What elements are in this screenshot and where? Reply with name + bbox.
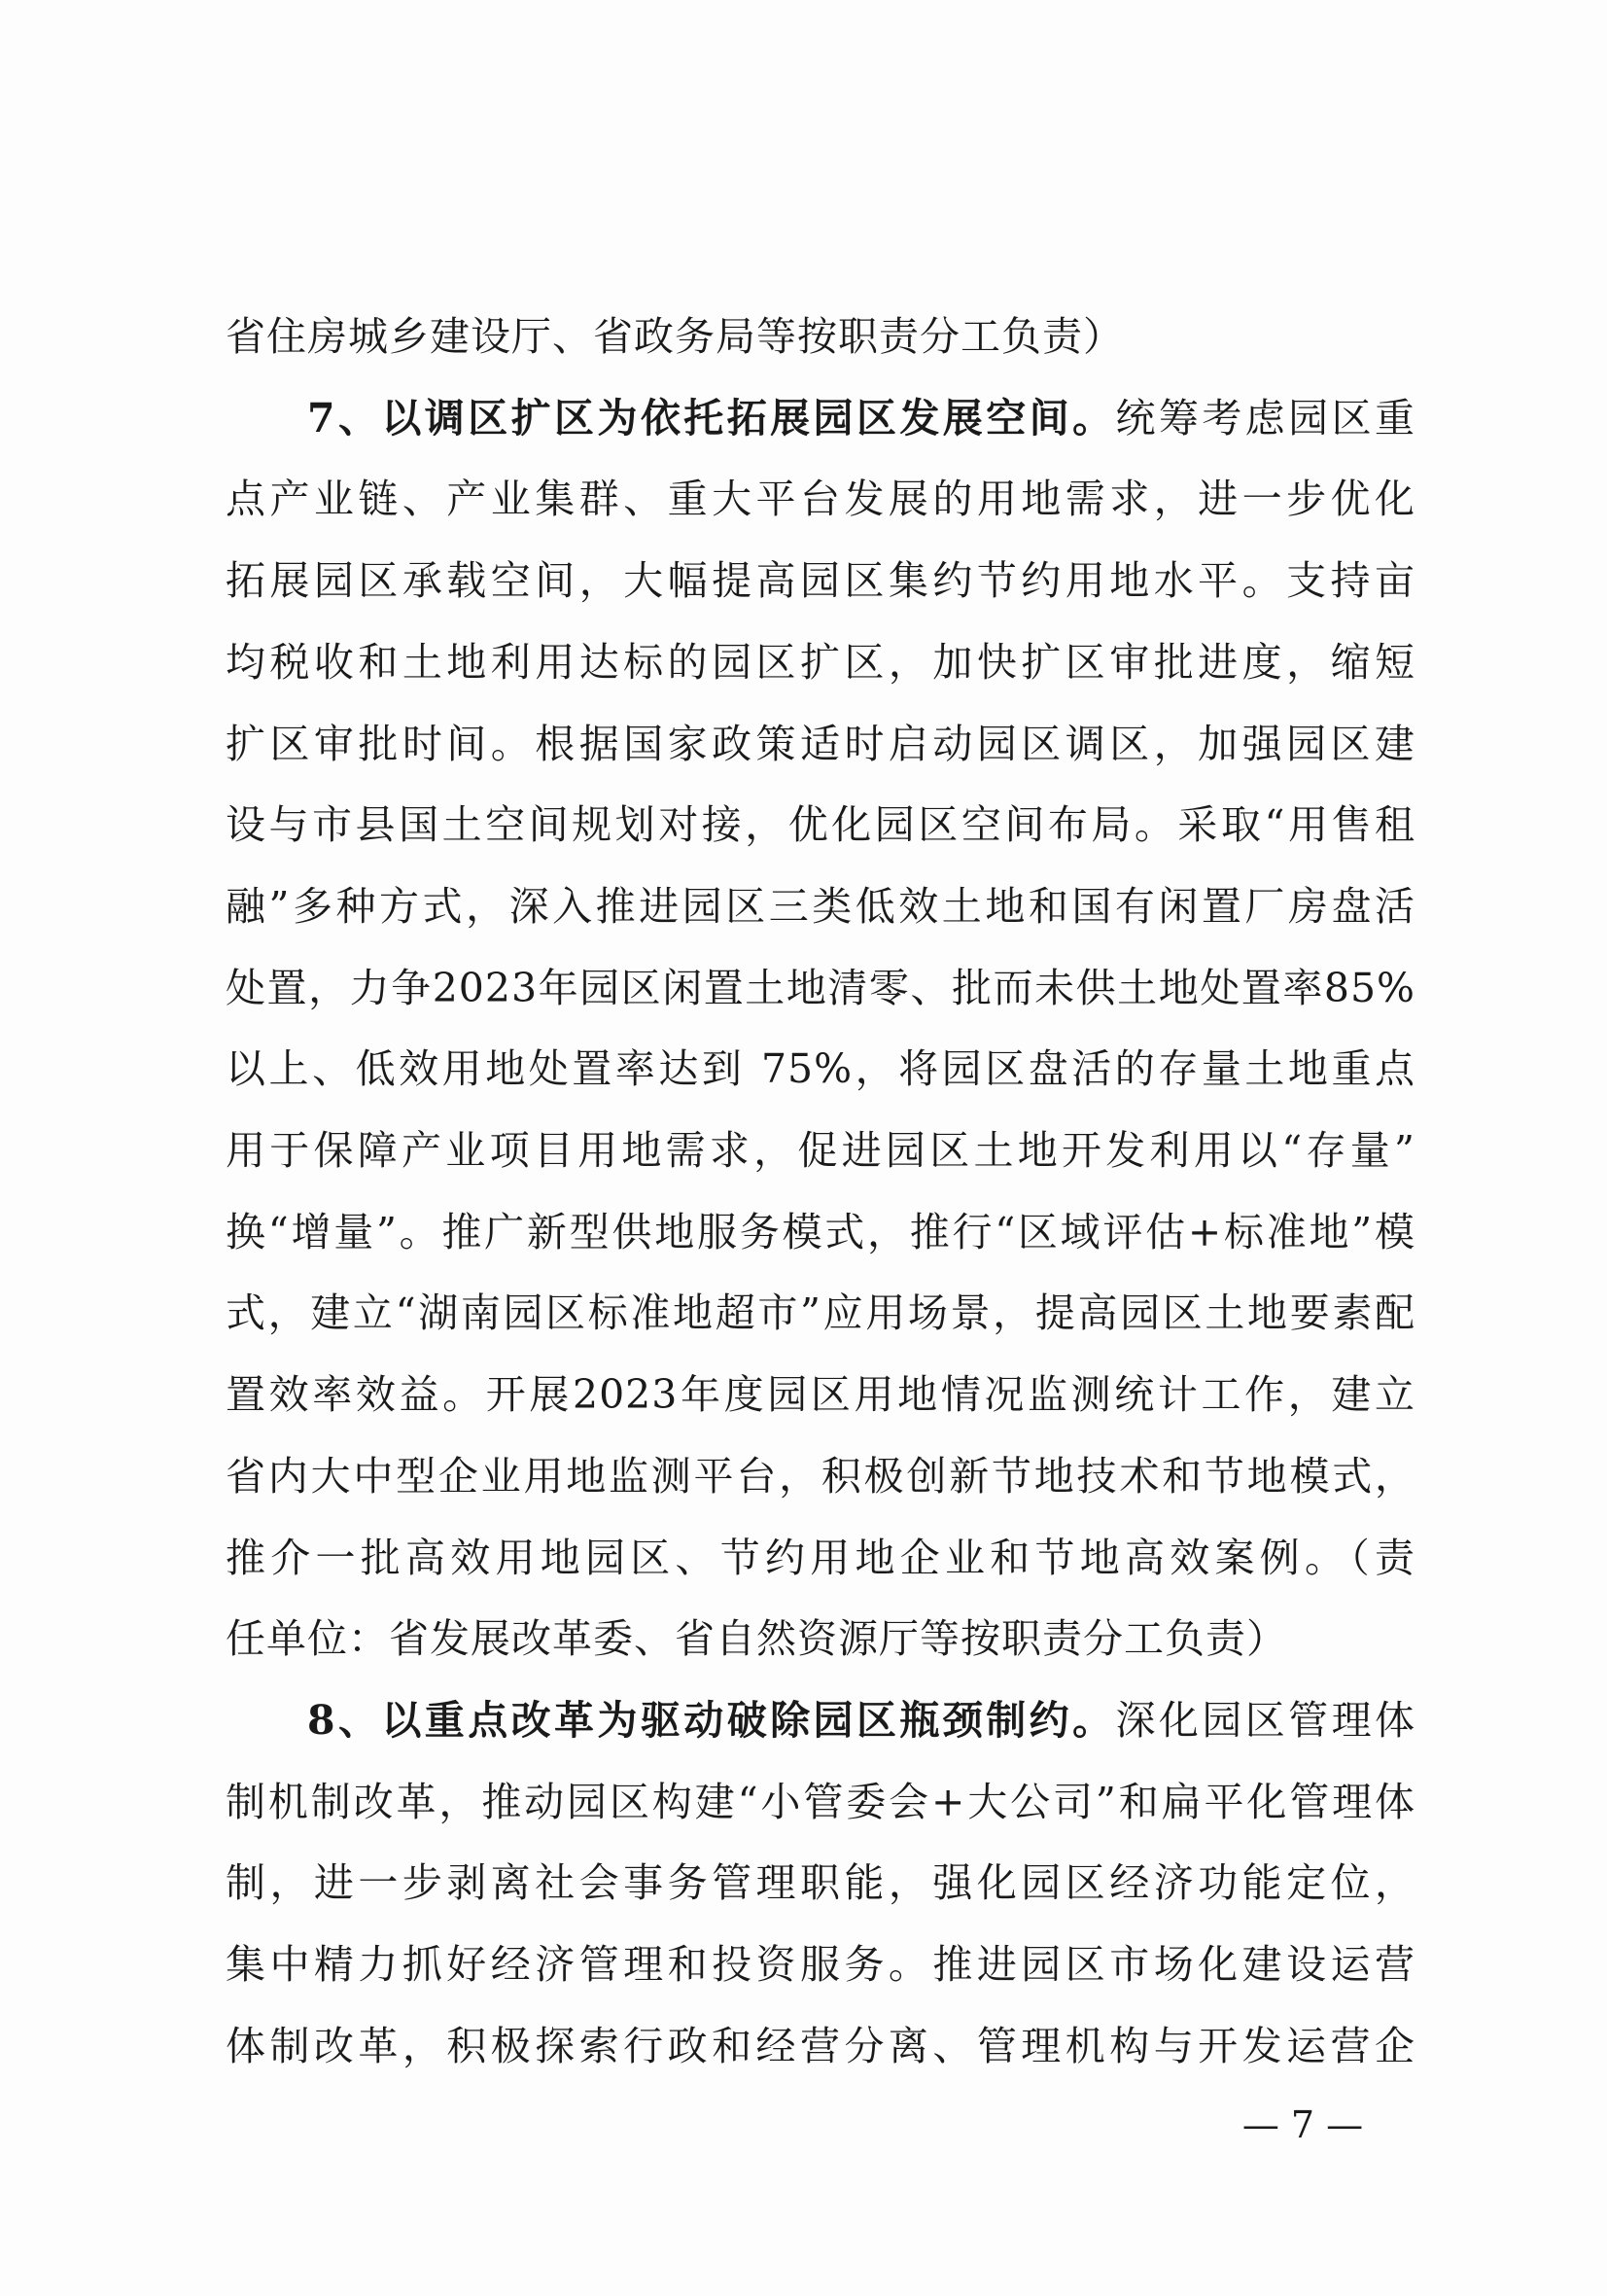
- line-text: 融”多种方式，深入推进园区三类低效土地和国有闲置厂房盘活: [226, 883, 1415, 930]
- text-line: [226, 959, 1415, 1017]
- text-line: [226, 1365, 1415, 1424]
- section-heading: 7、以调区扩区为依托拓展园区发展空间。: [307, 395, 1116, 442]
- line-text: 扩区审批时间。根据国家政策适时启动园区调区，加强园区建: [226, 721, 1415, 767]
- text-line: [226, 1773, 1415, 1831]
- line-text: 省住房城乡建设厅、省政务局等按职责分工负责）: [226, 313, 1124, 360]
- text-line: [226, 1121, 1415, 1180]
- text-line: [226, 1854, 1415, 1912]
- text-line: [226, 715, 1415, 773]
- section-heading: 8、以重点改革为驱动破除园区瓶颈制约。: [307, 1697, 1116, 1744]
- text-line: [226, 1203, 1415, 1261]
- line-text: 省内大中型企业用地监测平台，积极创新节地技术和节地模式，: [226, 1453, 1415, 1500]
- line-text: 深化园区管理体: [1115, 1697, 1415, 1744]
- text-line: [226, 1284, 1415, 1342]
- text-line: [226, 795, 1415, 854]
- line-text: 换“增量”。推广新型供地服务模式，推行“区域评估+标准地”模: [226, 1209, 1415, 1255]
- line-text: 统筹考虑园区重: [1115, 395, 1415, 442]
- line-text: 设与市县国土空间规划对接，优化园区空间布局。采取“用售租: [226, 801, 1415, 848]
- line-text: 式，建立“湖南园区标准地超市”应用场景，提高园区土地要素配: [226, 1289, 1415, 1336]
- text-line: [226, 470, 1415, 528]
- line-text: 体制改革，积极探索行政和经营分离、管理机构与开发运营企: [226, 2023, 1415, 2069]
- text-line: [307, 389, 1415, 447]
- line-text: 制机制改革，推动园区构建“小管委会+大公司”和扁平化管理体: [226, 1779, 1415, 1825]
- text-line: [226, 1040, 1415, 1098]
- line-text: 处置，力争2023年园区闲置土地清零、批而未供土地处置率85%: [226, 965, 1415, 1011]
- line-text: 以上、低效用地处置率达到 75%，将园区盘活的存量土地重点: [226, 1045, 1415, 1092]
- line-text: 拓展园区承载空间，大幅提高园区集约节约用地水平。支持亩: [226, 557, 1415, 604]
- text-line: [226, 1529, 1415, 1587]
- text-line: [226, 1447, 1415, 1505]
- text-line: [226, 1935, 1415, 1994]
- line-text: 置效率效益。开展2023年度园区用地情况监测统计工作，建立: [226, 1371, 1415, 1418]
- line-text: 集中精力抓好经济管理和投资服务。推进园区市场化建设运营: [226, 1941, 1415, 1988]
- text-line: [226, 633, 1415, 691]
- page-number: — 7 —: [1241, 2103, 1364, 2146]
- line-text: 点产业链、产业集群、重大平台发展的用地需求，进一步优化: [226, 476, 1415, 522]
- line-text: 均税收和土地利用达标的园区扩区，加快扩区审批进度，缩短: [226, 639, 1415, 686]
- line-text: 任单位：省发展改革委、省自然资源厅等按职责分工负责）: [226, 1615, 1287, 1662]
- line-text: 推介一批高效用地园区、节约用地企业和节地高效案例。（责: [226, 1535, 1415, 1581]
- line-text: 制，进一步剥离社会事务管理职能，强化园区经济功能定位，: [226, 1859, 1415, 1906]
- text-line: [226, 551, 1415, 610]
- text-line: [307, 1691, 1415, 1749]
- line-text: 用于保障产业项目用地需求，促进园区土地开发利用以“存量”: [226, 1127, 1415, 1174]
- text-line: [226, 307, 1415, 366]
- text-line: [226, 2017, 1415, 2075]
- text-line: [226, 1609, 1415, 1668]
- text-line: [226, 877, 1415, 936]
